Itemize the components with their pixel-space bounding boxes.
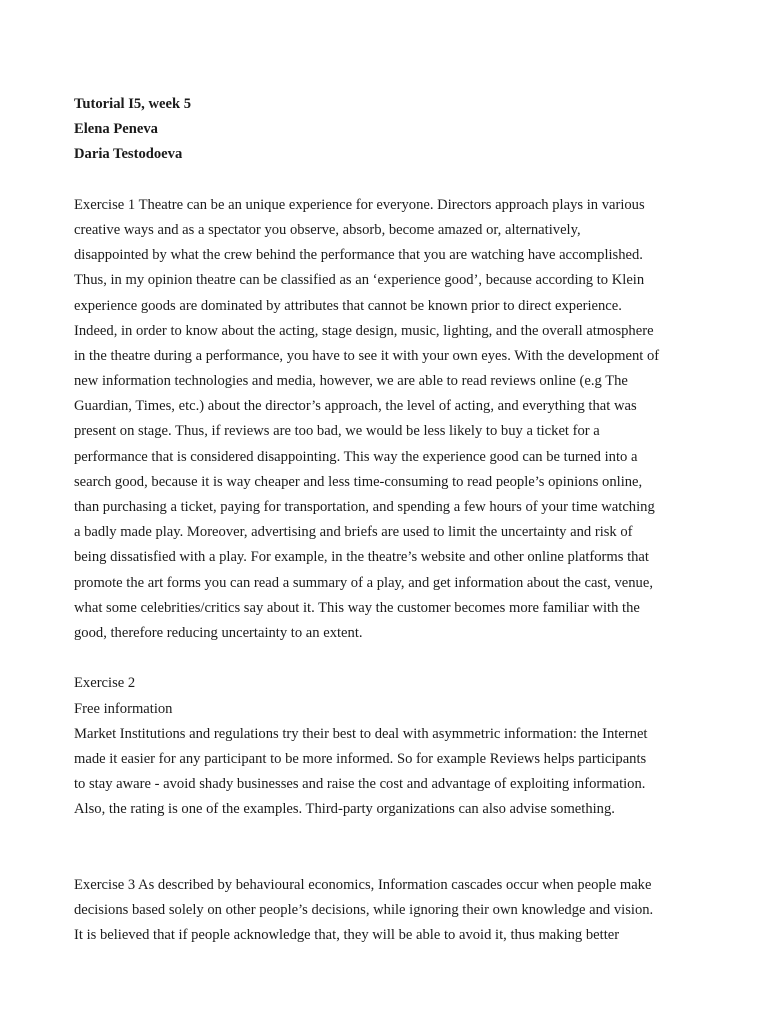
text-line: performance that is considered disappointing. This way the experience good can be turned into a — [74, 448, 638, 465]
document-title: Tutorial I5, week 5 — [74, 96, 192, 112]
document-header — [74, 92, 700, 168]
exercise-3-paragraph — [74, 873, 700, 949]
text-line: Guardian, Times, etc.) about the director’s approach, the level of acting, and everything that was — [74, 398, 637, 415]
text-line: Exercise 1 Theatre can be an unique experience for everyone. Directors approach plays in various — [74, 196, 645, 213]
text-line: Market Institutions and regulations try their best to deal with asymmetric information: the Internet — [74, 725, 648, 742]
text-line: disappointed by what the crew behind the performance that you are watching have accomplished. — [74, 247, 643, 264]
exercise-2-section — [74, 671, 700, 822]
spacer — [74, 646, 700, 671]
author-name: Elena Peneva — [74, 121, 158, 138]
text-line: made it easier for any participant to be more informed. So for example Reviews helps participants — [74, 750, 647, 767]
text-line: Indeed, in order to know about the acting, stage design, music, lighting, and the overall atmosphere — [74, 322, 654, 339]
exercise-heading: Exercise 2 — [74, 675, 136, 692]
author-name: Daria Testodoeva — [74, 146, 183, 163]
text-line: present on stage. Thus, if reviews are too bad, we would be less likely to buy a ticket for a — [74, 423, 600, 440]
text-line: a badly made play. Moreover, advertising and briefs are used to limit the uncertainty and risk of — [74, 524, 633, 541]
text-line: Also, the rating is one of the examples. Third-party organizations can also advise something. — [74, 801, 615, 818]
text-line: promote the art forms you can read a summary of a play, and get information about the cast, venue, — [74, 574, 653, 591]
spacer — [74, 168, 700, 193]
spacer — [74, 822, 700, 872]
text-line: Thus, in my opinion theatre can be classified as an ‘experience good’, because according to Klein — [74, 272, 645, 289]
text-line: being dissatisfied with a play. For example, in the theatre’s website and other online platforms that — [74, 549, 649, 566]
text-line: Exercise 3 As described by behavioural economics, Information cascades occur when people make — [74, 876, 652, 893]
text-line: It is believed that if people acknowledge that, they will be able to avoid it, thus making better — [74, 927, 620, 944]
exercise-1-paragraph — [74, 193, 700, 646]
exercise-subheading: Free information — [74, 700, 173, 717]
text-line: in the theatre during a performance, you have to see it with your own eyes. With the development of — [74, 347, 660, 364]
text-line: what some celebrities/critics say about it. This way the customer becomes more familiar with the — [74, 599, 640, 616]
document-body — [74, 92, 700, 948]
text-line: search good, because it is way cheaper and less time-consuming to read people’s opinions online, — [74, 473, 643, 490]
text-line: good, therefore reducing uncertainty to an extent. — [74, 624, 363, 641]
text-line: to stay aware - avoid shady businesses and raise the cost and advantage of exploiting information. — [74, 776, 646, 793]
text-line: experience goods are dominated by attributes that cannot be known prior to direct experience. — [74, 297, 622, 314]
text-line: decisions based solely on other people’s decisions, while ignoring their own knowledge and vision. — [74, 902, 654, 919]
text-line: creative ways and as a spectator you observe, absorb, become amazed or, alternatively, — [74, 221, 581, 238]
text-line: new information technologies and media, however, we are able to read reviews online (e.g The — [74, 373, 628, 390]
text-line: than purchasing a ticket, paying for transportation, and spending a few hours of your time watching — [74, 499, 655, 515]
